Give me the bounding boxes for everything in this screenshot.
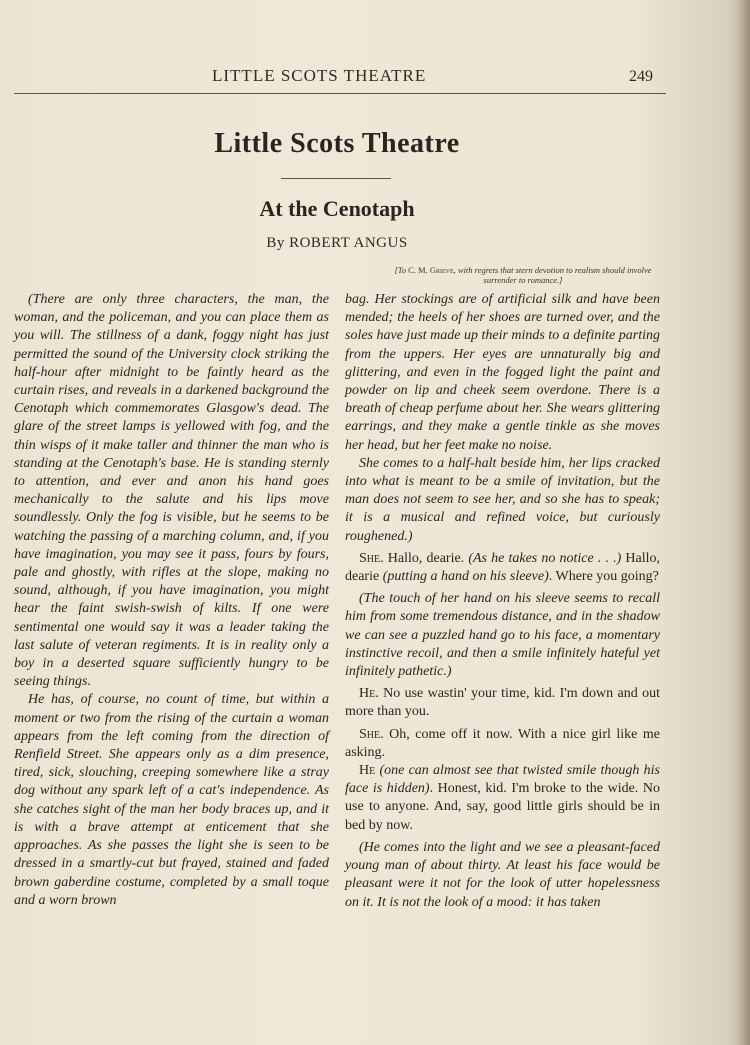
stage-direction-paragraph: (He comes into the light and we see a pleasant-faced young man of about thirty. At least his face would be pleasant were it not for the look of utter hopelessness on it. It is not the look of a mood: it has taken <box>345 839 660 910</box>
page-number: 249 <box>629 68 653 85</box>
dialogue-text: Hallo, dearie <box>345 550 661 585</box>
dialogue-line <box>345 726 660 762</box>
page-edge-shadow <box>736 0 750 1045</box>
dialogue-line <box>345 762 660 835</box>
speaker-label: She. <box>359 726 384 742</box>
speaker-label: She. <box>359 550 384 566</box>
dedication-text: with regrets that stern devotion to realism should involve surrender to romance.] <box>455 265 652 285</box>
dialogue-text: . Where you going? <box>548 569 659 585</box>
dialogue-text: No use wastin' your time, kid. I'm down and out more than you. <box>345 686 660 720</box>
left-column <box>14 291 329 910</box>
stage-direction-paragraph: (The touch of her hand on his sleeve seems to recall him from some tremendous distance, and in the shadow we can see a puzzled hand go to his face, a momentary instinctive recoil, and then a smile infinitely hateful yet infinitely pathetic.) <box>345 591 660 680</box>
dialogue-text: Oh, come off it now. With a nice girl like me asking. <box>345 726 660 760</box>
right-column <box>345 291 660 912</box>
speaker-label: He <box>359 763 376 779</box>
article-subtitle: At the Cenotaph <box>259 196 415 221</box>
title-divider <box>281 178 391 179</box>
header-rule <box>14 93 666 94</box>
stage-direction-paragraph: She comes to a half-halt beside him, her lips cracked into what is meant to be a smile of invitation, but the man does not seem to see her, and so she has to speak; it is a musical and refined voice, but curiously roughened.) <box>345 455 660 544</box>
dedication-name: C. M. Grieve, <box>408 265 456 275</box>
stage-direction-paragraph: (There are only three characters, the man, the woman, and the policeman, and you can place them as you will. The stillness of a dank, foggy night has just permitted the sound of the University clock striking the half-hour after midnight to be faintly heard as the curtain rises, and reveals in a darkened background the Cenotaph which commemorates Glasgow's dead. The glare of the street lamps is yellowed with fog, and the thin wisps of it make taller and thinner the man who is standing at the Cenotaph's base. He is standing sternly to attention, and ever and anon his hand goes mechanically to the salute and his lips move soundlessly. Only the fog is visible, but he seems to be watching the passing of a marching column, and, if you have imagination, you may see it pass, fours by fours, pale and ghostly, with rifles at the slope, making no sound, although, if you have imagination, you might hear the faint swish-swish of kilts. If one were sentimental one would say it was a leader taking the last salute of veteran regiments. It is in reality only a boy in a deserted square sufficiently hungry to be seeing things. <box>14 292 329 690</box>
stage-aside: (As he takes no notice . . .) <box>468 550 622 566</box>
dialogue-line <box>345 550 660 586</box>
dialogue-text: . Honest, kid. I'm broke to the wide. No use to anyone. And, say, good little girls should be in bed by now. <box>345 781 660 833</box>
article-title: Little Scots Theatre <box>214 128 460 159</box>
dialogue-line <box>345 685 660 721</box>
dedication-prefix: [To <box>394 265 409 275</box>
dedication <box>380 265 666 285</box>
byline: By ROBERT ANGUS <box>266 235 408 251</box>
speaker-label: He. <box>359 686 379 702</box>
stage-aside: (putting a hand on his sleeve) <box>382 569 549 585</box>
stage-aside: (one can almost see that twisted smile though his face is hidden) <box>345 763 660 797</box>
dialogue-text: Hallo, dearie. <box>383 550 469 566</box>
running-header <box>0 66 750 88</box>
stage-direction-paragraph: He has, of course, no count of time, but within a moment or two from the rising of the curtain a woman appears from the left coming from the direction of Renfield Street. She appears only as a dim presence, tired, sick, slouching, creeping somewhere like a stray dog without any spark left of a cat's independence. As she catches sight of the man her body braces up, and it is with a brave attempt at enticement that she approaches. As she passes the light she is seen to be dressed in a smartly-cut but frayed, stained and faded brown gaberdine costume, completed by a small toque and a worn brown <box>14 692 329 908</box>
stage-direction-paragraph: bag. Her stockings are of artificial silk and have been mended; the heels of her shoes are turned over, and the soles have just made up their minds to a definite parting from the uppers. Her eyes are unnaturally big and glittering, and even in the fogged light the paint and powder on lip and cheek seem overdone. There is a breath of cheap perfume about her. She wears glittering earrings, and they make a gentle tinkle as she moves her head, but her feet make no noise. <box>345 292 660 453</box>
running-title: LITTLE SCOTS THEATRE <box>212 66 427 85</box>
